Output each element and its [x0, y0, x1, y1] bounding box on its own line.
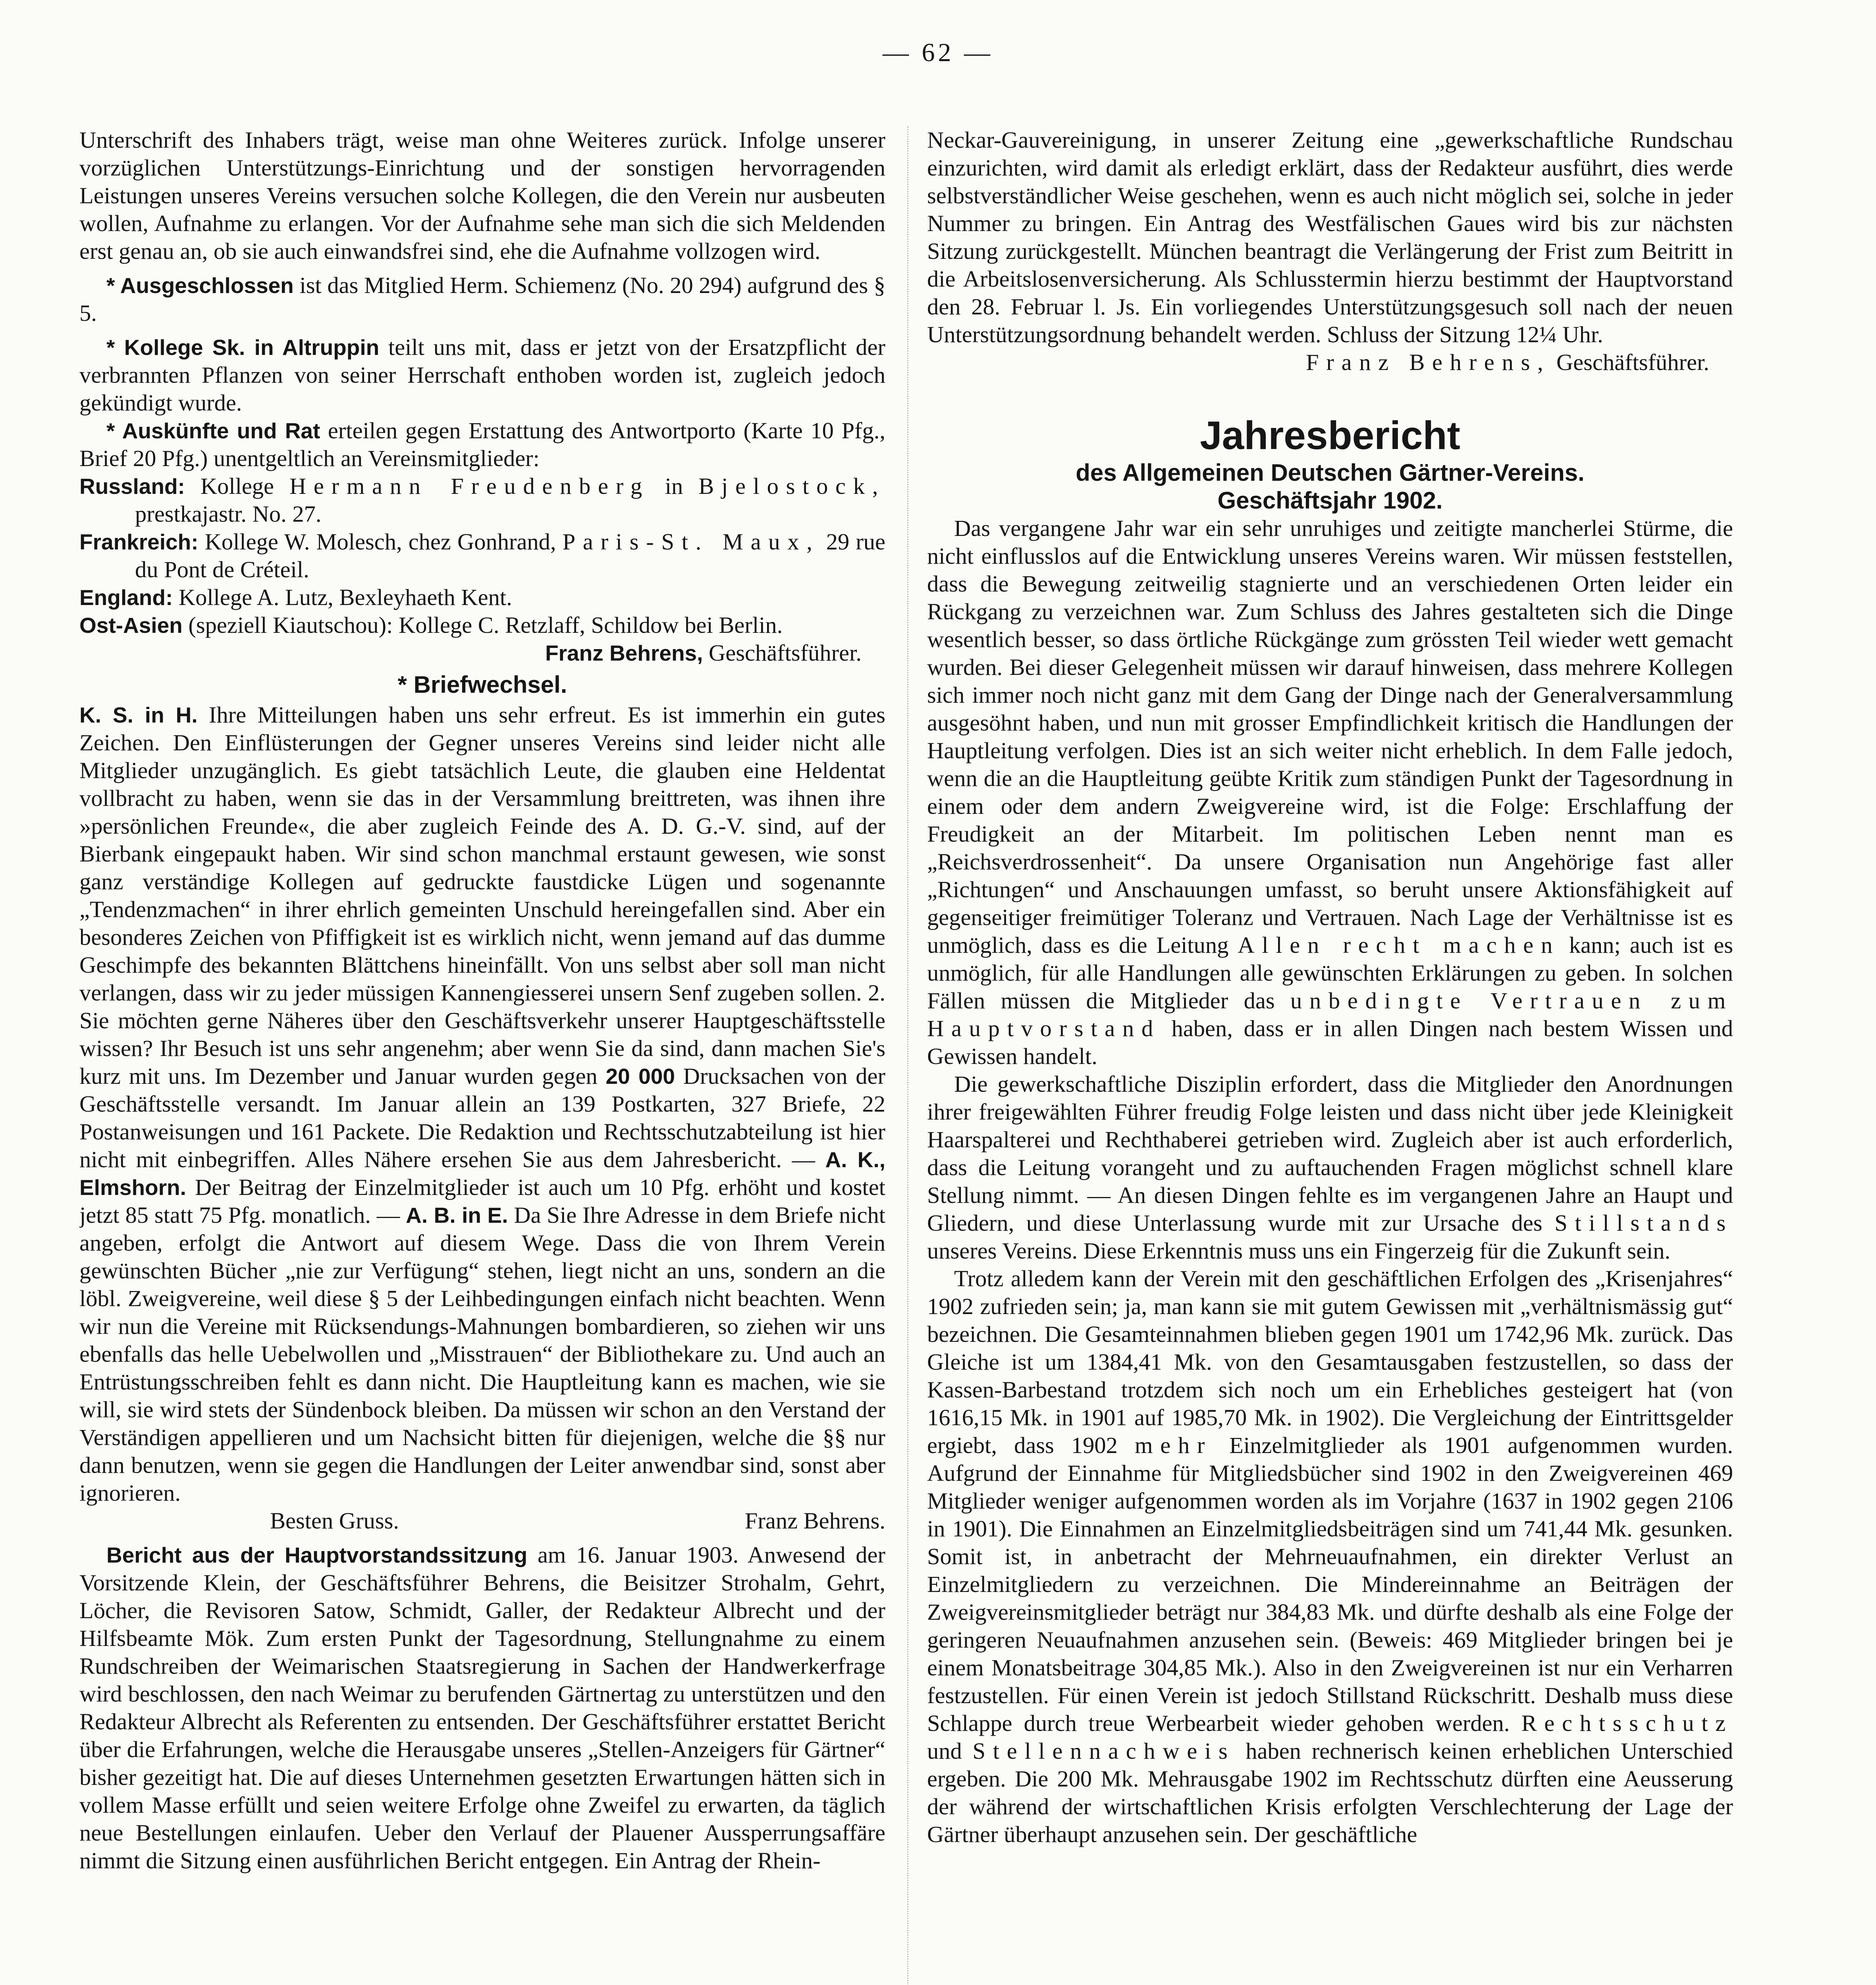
- annual-report-subtitle: des Allgemeinen Deutschen Gärtner-Vereins.: [1076, 459, 1585, 486]
- france-city: Paris-St. Maux,: [562, 529, 820, 555]
- report-text-2b: unseres Vereins. Diese Erkenntnis muss uns ein Fingerzeig für die Zukunft sein.: [927, 1238, 1671, 1264]
- report-emphasis-2: unbedingte Vertrauen zum Hauptvorstand: [927, 988, 1733, 1041]
- paragraph-board-meeting: [79, 1541, 885, 1875]
- east-asia-contact: (speziell Kiautschou): Kollege C. Retzlaff, Schildow bei Berlin.: [188, 612, 783, 638]
- report-emphasis-5: Rechtsschutz: [1521, 1710, 1733, 1736]
- contact-east-asia: [79, 611, 885, 639]
- report-paragraph-3: [927, 1265, 1733, 1848]
- report-text-3a: Trotz alledem kann der Verein mit den geschäftlichen Erfolgen des „Krisenjahres“ 1902 zufrieden sein; ja, man kann sie mit gutem Gewissen mit „verhältnismässig gut“ bezeichnen. Die Gesamteinnahmen blieben gegen 1901 um 1742,96 Mk. zurück. Das Gleiche ist um 1384,41 Mk. von den Gesamtausgaben festzustellen, so dass der Kassen-Barbestand trotzdem sich noch um ein Erhebliches gesteigert hat (von 1616,15 Mk. in 1901 auf 1985,70 Mk. in 1902). Die Vergleichung der Eintrittsgelder ergiebt, dass 1902: [927, 1266, 1733, 1458]
- report-paragraph-1: [927, 515, 1733, 1070]
- advice-heading: * Auskünfte und Rat: [106, 418, 320, 443]
- correspondence-count: 20 000: [605, 1064, 675, 1089]
- paragraph-meeting-continued: Neckar-Gauvereinigung, in unserer Zeitung eine „gewerkschaftliche Rundschau einzurichten, wird damit als erledigt erklärt, dass der Redakteur ausführt, dies werde selbstverständlicher Weise geschehen, wenn es auch nicht möglich sei, solche in jeder Nummer zu bringen. Ein Antrag des Westfälischen Gaues wird bis zur nächsten Sitzung zurückgestellt. München beantragt die Verlängerung der Frist zum Beitritt in die Arbeitslosenversicherung. Als Schlusstermin hierzu bestimmt der Hauptvorstand den 28. Februar l. Js. Ein vorliegendes Unterstützungsgesuch soll nach der neuen Unterstützungsordnung behandelt werden. Schluss der Sitzung 12¼ Uhr.: [927, 127, 1733, 347]
- report-text-3b: Einzelmitglieder als 1901 aufgenommen wurden. Aufgrund der Einnahme für Mitgliedsbücher sind 1902 in den Zweigvereinen 469 Mitglieder weniger aufgenommen worden als im Vorjahre (1637 in 1902 gegen 2106 in 1901). Die Einnahmen an Einzelmitgliedsbeiträgen sind um 741,44 Mk. gesunken. Somit ist, in anbetracht der Mehrneuaufnahmen, ein direkter Verlust an Einzelmitgliedern zu verzeichnen. Die Mindereinnahme an Beiträgen der Zweigvereinsmitglieder beträgt nur 384,83 Mk. und dürfte deshalb als eine Folge der geringeren Neuaufnahmen anzusehen sein. (Beweis: 469 Mitglieder bringen bei je einem Monatsbeitrage 304,85 Mk.). Also in den Zweigvereinen ist nur ein Verharren festzustellen. Für einen Verein ist jedoch Stillstand Rückschritt. Deshalb muss diese Schlappe durch treue Werbearbeit wieder gehoben werden.: [927, 1432, 1733, 1736]
- correspondence-addressee-ab: A. B. in E.: [406, 1203, 508, 1228]
- advice-text: erteilen gegen Erstattung des Antwortporto (Karte 10 Pfg., Brief 20 Pfg.) unentgeltlich an Vereinsmitglieder:: [79, 418, 885, 471]
- report-text-3d: haben rechnerisch keinen erheblichen Unterschied ergeben. Die 200 Mk. Mehrausgabe 1902 im Rechtsschutz dürften eine Aeusserung der während der wirtschaftlichen Krisis erfolgten Verschlechterung der Lage der Gärtner überhaupt anzusehen sein. Der geschäftliche: [927, 1738, 1733, 1847]
- england-contact: Kollege A. Lutz, Bexleyhaeth Kent.: [178, 584, 512, 610]
- correspondence-text-3: Der Beitrag der Einzelmitglieder ist auch um 10 Pfg. erhöht und kostet jetzt 85 statt 75 Pfg. monatlich. —: [79, 1174, 885, 1228]
- column-divider: [907, 126, 908, 1985]
- annual-report-title: Jahresbericht: [1200, 413, 1460, 458]
- report-text-1c: haben, dass er in allen Dingen nach bestem Wissen und Gewissen handelt.: [927, 1016, 1733, 1069]
- report-emphasis-4: mehr: [1134, 1432, 1213, 1458]
- france-address: 29 rue du Pont de Créteil.: [135, 529, 885, 582]
- correspondence-addressee-ks: K. S. in H.: [79, 703, 198, 727]
- signature-1-name: Franz Behrens,: [545, 641, 703, 665]
- signature-2-role: Geschäftsführer.: [1556, 349, 1709, 375]
- report-text-1b: kann; auch ist es unmöglich, für alle Handlungen alle gewünschten Erklärungen zu geben. In solchen Fällen müssen die Mitglieder das: [927, 932, 1733, 1014]
- paragraph-admission: Unterschrift des Inhabers trägt, weise man ohne Weiteres zurück. Infolge unserer vorzüglichen Unterstützungs-Einrichtung und der sonstigen hervorragenden Leistungen unseres Vereins versuchen solche Kollegen, die den Verein nur ausbeuten wollen, Aufnahme zu erlangen. Vor der Aufnahme sehe man sich die sich Meldenden erst genau an, ob sie auch einwandsfrei sind, ehe die Aufnahme vollzogen wird.: [79, 127, 885, 264]
- report-emphasis-6: Stellennachweis: [972, 1738, 1235, 1764]
- england-label: England:: [79, 585, 173, 610]
- east-asia-label: Ost-Asien: [79, 613, 183, 638]
- report-text-3c: und: [927, 1738, 962, 1764]
- report-text-1a: Das vergangene Jahr war ein sehr unruhiges und zeitigte mancherlei Stürme, die nicht einflusslos auf die Entwicklung unseres Vereins waren. Wir müssen feststellen, dass die Bewegung zeitweilig stagnierte und an verschiedenen Orten leider ein Rückgang zu verzeichnen war. Zum Schluss des Jahres gestalteten sich die Dinge wesentlich besser, so dass örtliche Rückgänge zum grössten Teil wieder wett gemacht wurden. Bei dieser Gelegenheit müssen wir darauf hinweisen, dass mehrere Kollegen sich immer noch nicht ganz mit dem Gang der Dinge nach der Generalversammlung ausgesöhnt haben, und nun mit grosser Empfindlichkeit kritisch die Handlungen der Hauptleitung verfolgen. Dies ist an sich weiter nicht erheblich. In dem Falle jedoch, wenn die an die Hauptleitung geübte Kritik zum ständigen Punkt der Tagesordnung in einem oder dem andern Zweigvereine wird, ist die Folge: Erschlaffung der Freudigkeit an der Mitarbeit. Im politischen Leben nennt man es „Reichsverdrossenheit“. Da unsere Organisation nun Angehörige fast aller „Richtungen“ und Anschauungen umfasst, so beruht unsere Aktionsfähigkeit auf gegenseitiger freimütiger Toleranz und Vertrauen. Nach Lage der Verhältnisse ist es unmöglich, dass es die Leitung: [927, 515, 1733, 958]
- correspondence-heading: * Briefwechsel.: [397, 671, 567, 698]
- correspondence-closing: [79, 1507, 885, 1535]
- france-contact: Kollege W. Molesch, chez Gonhrand,: [204, 529, 556, 555]
- russia-address: prestkajastr. No. 27.: [135, 501, 322, 527]
- signature-2-name: Franz Behrens,: [1306, 349, 1551, 375]
- left-column: [79, 126, 885, 1985]
- russia-contact-name: Hermann Freudenberg: [289, 473, 650, 499]
- closing-greeting: Besten Gruss.: [270, 1508, 399, 1534]
- france-label: Frankreich:: [79, 530, 199, 554]
- paragraph-expelled: [79, 272, 885, 327]
- right-column: [927, 126, 1733, 1985]
- signature-1-role: Geschäftsführer.: [709, 640, 862, 666]
- correspondence-text-1: Ihre Mitteilungen haben uns sehr erfreut. Es ist immerhin ein gutes Zeichen. Den Einflüsterungen der Gegner unseres Vereins sind leider nicht alle Mitglieder unzugänglich. Es giebt tatsächlich Leute, die glauben eine Heldentat vollbracht zu haben, wenn sie das in der Versammlung breittreten, was ihnen ihre »persönlichen Freunde«, die aber zugleich Feinde des A. D. G.-V. sind, auf der Bierbank eingepaukt haben. Wir sind schon manchmal erstaunt gewesen, wie sonst ganz verständige Kollegen auf gedruckte faustdicke Lügen und sogenannte „Tendenzmachen“ in ihrer ehrlich gemeinten Unschuld hereingefallen sind. Aber ein besonderes Zeichen von Pfiffigkeit ist es wirklich nicht, wenn jemand auf das dumme Geschimpfe des bekannten Blättchens hineinfällt. Von uns selbst aber soll man nicht verlangen, dass wir zu jeder müssigen Kannengiesserei unsern Senf zugeben sollen. 2. Sie möchten gerne Näheres über den Geschäftsverkehr unserer Hauptgeschäftsstelle wissen? Ihr Besuch ist uns sehr angenehm; aber wenn Sie da sind, dann machen Sie's kurz mit uns. Im Dezember und Januar wurden gegen: [79, 702, 885, 1089]
- report-paragraph-2: [927, 1070, 1733, 1265]
- board-meeting-heading: Bericht aus der Hauptvorstandssitzung: [106, 1543, 528, 1567]
- closing-signature: Franz Behrens.: [744, 1508, 885, 1534]
- altruppin-text: teilt uns mit, dass er jetzt von der Ersatzpflicht der verbrannten Pflanzen von seiner Herrschaft enthoben worden ist, zugleich jedoch gekündigt wurde.: [79, 334, 885, 416]
- signature-1: [79, 639, 885, 667]
- contact-france: [79, 528, 885, 584]
- expelled-heading: * Ausgeschlossen: [106, 273, 294, 298]
- page-number: — 62 —: [883, 38, 993, 67]
- contact-england: [79, 584, 885, 611]
- signature-2: [927, 349, 1733, 376]
- report-text-2a: Die gewerkschaftliche Disziplin erfordert, dass die Mitglieder den Anordnungen ihrer freigewählten Führer freudig Folge leisten und dass nicht über jede Kleinigkeit Haarspalterei und Rechthaberei getrieben wird. Zugleich aber ist auch erforderlich, dass die Leitung vorangeht und zu auftauchenden Fragen möglichst schnell klare Stellung nimmt. — An diesen Dingen fehlte es im vergangenen Jahre an Haupt und Gliedern, und diese Unterlassung wurde mit zur Ursache des: [927, 1071, 1733, 1236]
- paragraph-advice: [79, 417, 885, 472]
- russia-label: Russland:: [79, 474, 185, 499]
- altruppin-heading: * Kollege Sk. in Altruppin: [106, 335, 380, 360]
- contact-russia: [79, 472, 885, 528]
- correspondence-text-4: Da Sie Ihre Adresse in dem Briefe nicht angeben, erfolgt die Antwort auf diesem Wege. Dass die von Ihrem Verein gewünschten Bücher „nie zur Verfügung“ stehen, liegt nicht an uns, sondern an die löbl. Zweigvereine, weil diese § 5 der Leihbedingungen einfach nicht beachten. Wenn wir nun die Vereine mit Rücksendungs-Mahnungen bombardieren, so ziehen wir uns ebenfalls das helle Uebelwollen und „Misstrauen“ der Bibliothekare zu. Und auch an Entrüstungsschreiben fehlt es dann nicht. Die Hauptleitung kann es machen, wie sie will, sie wird stets der Sündenbock bleiben. Da müssen wir schon an den Verstand der Verständigen appellieren und um Nachsicht bitten für diejenigen, welche die §§ nur dann benutzen, wenn sie gegen die Handlungen der Leiter anwendbar sind, sonst aber ignorieren.: [79, 1202, 885, 1506]
- russia-city: Bjelostock,: [698, 473, 885, 499]
- paragraph-altruppin: [79, 333, 885, 417]
- expelled-text: ist das Mitglied Herm. Schiemenz (No. 20 294) aufgrund des § 5.: [79, 272, 885, 326]
- report-emphasis-3: Stillstands: [1554, 1210, 1733, 1236]
- russia-in: in: [665, 473, 683, 499]
- correspondence-addressee-ak: A. K., Elmshorn.: [79, 1147, 885, 1200]
- russia-prefix: Kollege: [200, 473, 274, 499]
- report-emphasis-1: Allen recht machen: [1238, 932, 1560, 958]
- correspondence-text-2: Drucksachen von der Geschäftsstelle versandt. Im Januar allein an 139 Postkarten, 327 Briefe, 22 Postanweisungen und 161 Packete. Die Redaktion und Rechtsschutzabteilung ist hier nicht mit einbegriffen. Alles Nähere ersehen Sie aus dem Jahresbericht. —: [79, 1063, 885, 1172]
- board-meeting-text: am 16. Januar 1903. Anwesend der Vorsitzende Klein, der Geschäftsführer Behrens, die Beisitzer Strohalm, Gehrt, Löcher, die Revisoren Satow, Schmidt, Galler, der Redakteur Albrecht und der Hilfsbeamte Mök. Zum ersten Punkt der Tagesordnung, Stellungnahme zu einem Rundschreiben der Weimarischen Staatsregierung in Sachen der Handwerkerfrage wird beschlossen, den nach Weimar zu berufenden Gärtnertag zu unterstützen und den Redakteur Albrecht als Referenten zu entsenden. Der Geschäftsführer erstattet Bericht über die Erfahrungen, welche die Herausgabe unseres „Stellen-Anzeigers für Gärtner“ bisher gezeitigt hat. Die auf dieses Unternehmen gesetzten Erwartungen hätten sich in vollem Masse erfüllt und seien weitere Erfolge ohne Zweifel zu erwarten, da täglich neue Bestellungen einlaufen. Ueber den Verlauf der Plauener Aussperrungsaffäre nimmt die Sitzung einen ausführlichen Bericht entgegen. Ein Antrag der Rhein-: [79, 1542, 885, 1873]
- paragraph-correspondence: [79, 701, 885, 1507]
- annual-report-year: Geschäftsjahr 1902.: [1217, 487, 1443, 514]
